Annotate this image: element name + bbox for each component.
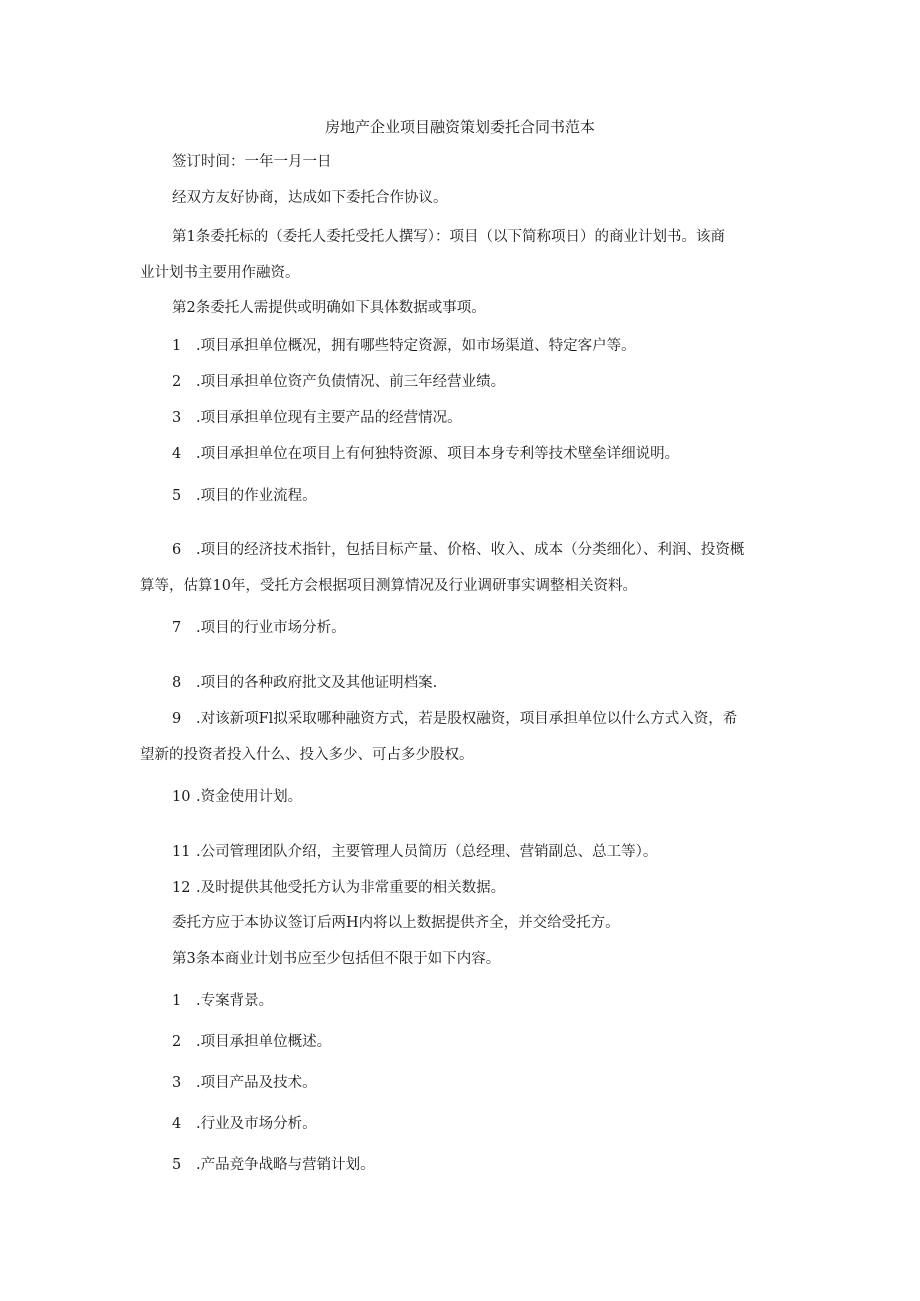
list-item — [172, 1155, 375, 1175]
list-item — [172, 787, 302, 807]
sign-date: 签订时间：一年一月一日 — [172, 154, 332, 170]
list-item — [172, 540, 744, 560]
item-number: 4 — [172, 1116, 182, 1132]
article-3-heading: 第3条本商业计划书应至少包括但不限于如下内容。 — [172, 951, 501, 967]
list-item — [172, 444, 679, 464]
item-number: 5 — [172, 1157, 182, 1173]
item-text: .项目承担单位概况，拥有哪些特定资源，如市场渠道、特定客户等。 — [196, 338, 636, 354]
item-number: 1 — [172, 993, 182, 1009]
item-number: 4 — [172, 446, 182, 462]
list-item — [172, 1114, 317, 1134]
item-number: 2 — [172, 374, 182, 390]
item-text: .产品竞争战略与营销计划。 — [196, 1157, 375, 1173]
item-number: 9 — [172, 711, 182, 727]
item-text: .项目的作业流程。 — [196, 488, 317, 504]
list-item — [172, 842, 657, 862]
item-text: .项目承担单位资产负债情况、前三年经营业绩。 — [196, 374, 506, 390]
item-number: 5 — [172, 488, 182, 504]
item-number: 12 — [172, 880, 191, 896]
item-text: .公司管理团队介绍，主要管理人员简历（总经理、营销副总、总工等）。 — [196, 844, 658, 860]
item-text: .项目承担单位概述。 — [196, 1034, 332, 1050]
list-item — [172, 709, 737, 729]
item-9-continuation: 望新的投资者投入什么、投入多少、可占多少股权。 — [140, 747, 474, 763]
article-1-line-2: 业计划书主要用作融资。 — [140, 265, 300, 281]
item-text: .项目产品及技术。 — [196, 1075, 317, 1091]
item-text: .项目的经济技术指针，包括目标产量、价格、收入、成本（分类细化）、利润、投资概 — [196, 542, 745, 558]
list-item — [172, 673, 437, 693]
item-text: .行业及市场分析。 — [196, 1116, 317, 1132]
list-item — [172, 878, 505, 898]
list-item — [172, 372, 505, 392]
item-number: 7 — [172, 620, 182, 636]
item-text: .项目的各种政府批文及其他证明档案. — [196, 675, 438, 691]
list-item — [172, 618, 346, 638]
list-item — [172, 336, 636, 356]
article-1-line-1: 第1条委托标的（委托人委托受托人撰写）：项目（以下简称项日）的商业计划书。该商 — [172, 229, 725, 245]
list-item — [172, 486, 317, 506]
deadline-paragraph: 委托方应于本协议签订后两H内将以上数据提供齐全，并交给受托方。 — [172, 915, 620, 931]
item-text: .项目承担单位在项目上有何独特资源、项目本身专利等技术壁垒详细说明。 — [196, 446, 680, 462]
item-text: .及时提供其他受托方认为非常重要的相关数据。 — [196, 880, 506, 896]
item-text: .项目的行业市场分析。 — [196, 620, 346, 636]
list-item — [172, 991, 273, 1011]
item-text: .资金使用计划。 — [196, 789, 303, 805]
item-text: .专案背景。 — [196, 993, 274, 1009]
item-6-continuation: 算等，估算10年，受托方会根据项目测算情况及行业调研事实调整相关资料。 — [140, 578, 637, 594]
item-number: 1 — [172, 338, 182, 354]
article-2-heading: 第2条委托人需提供或明确如下具体数据或事项。 — [172, 300, 486, 316]
document-title: 房地产企业项目融资策划委托合同书范本 — [324, 118, 595, 136]
item-number: 3 — [172, 1075, 182, 1091]
item-number: 8 — [172, 675, 182, 691]
intro-paragraph: 经双方友好协商，达成如下委托合作协议。 — [172, 190, 448, 206]
item-number: 3 — [172, 410, 182, 426]
item-number: 11 — [172, 844, 191, 860]
item-number: 6 — [172, 542, 182, 558]
item-number: 10 — [172, 789, 191, 805]
item-number: 2 — [172, 1034, 182, 1050]
list-item — [172, 1032, 331, 1052]
list-item — [172, 1073, 317, 1093]
list-item — [172, 408, 462, 428]
item-text: .对该新项Fl拟采取哪种融资方式，若是股权融资，项目承担单位以什么方式入资，希 — [196, 711, 738, 727]
item-text: .项目承担单位现有主要产品的经营情况。 — [196, 410, 462, 426]
